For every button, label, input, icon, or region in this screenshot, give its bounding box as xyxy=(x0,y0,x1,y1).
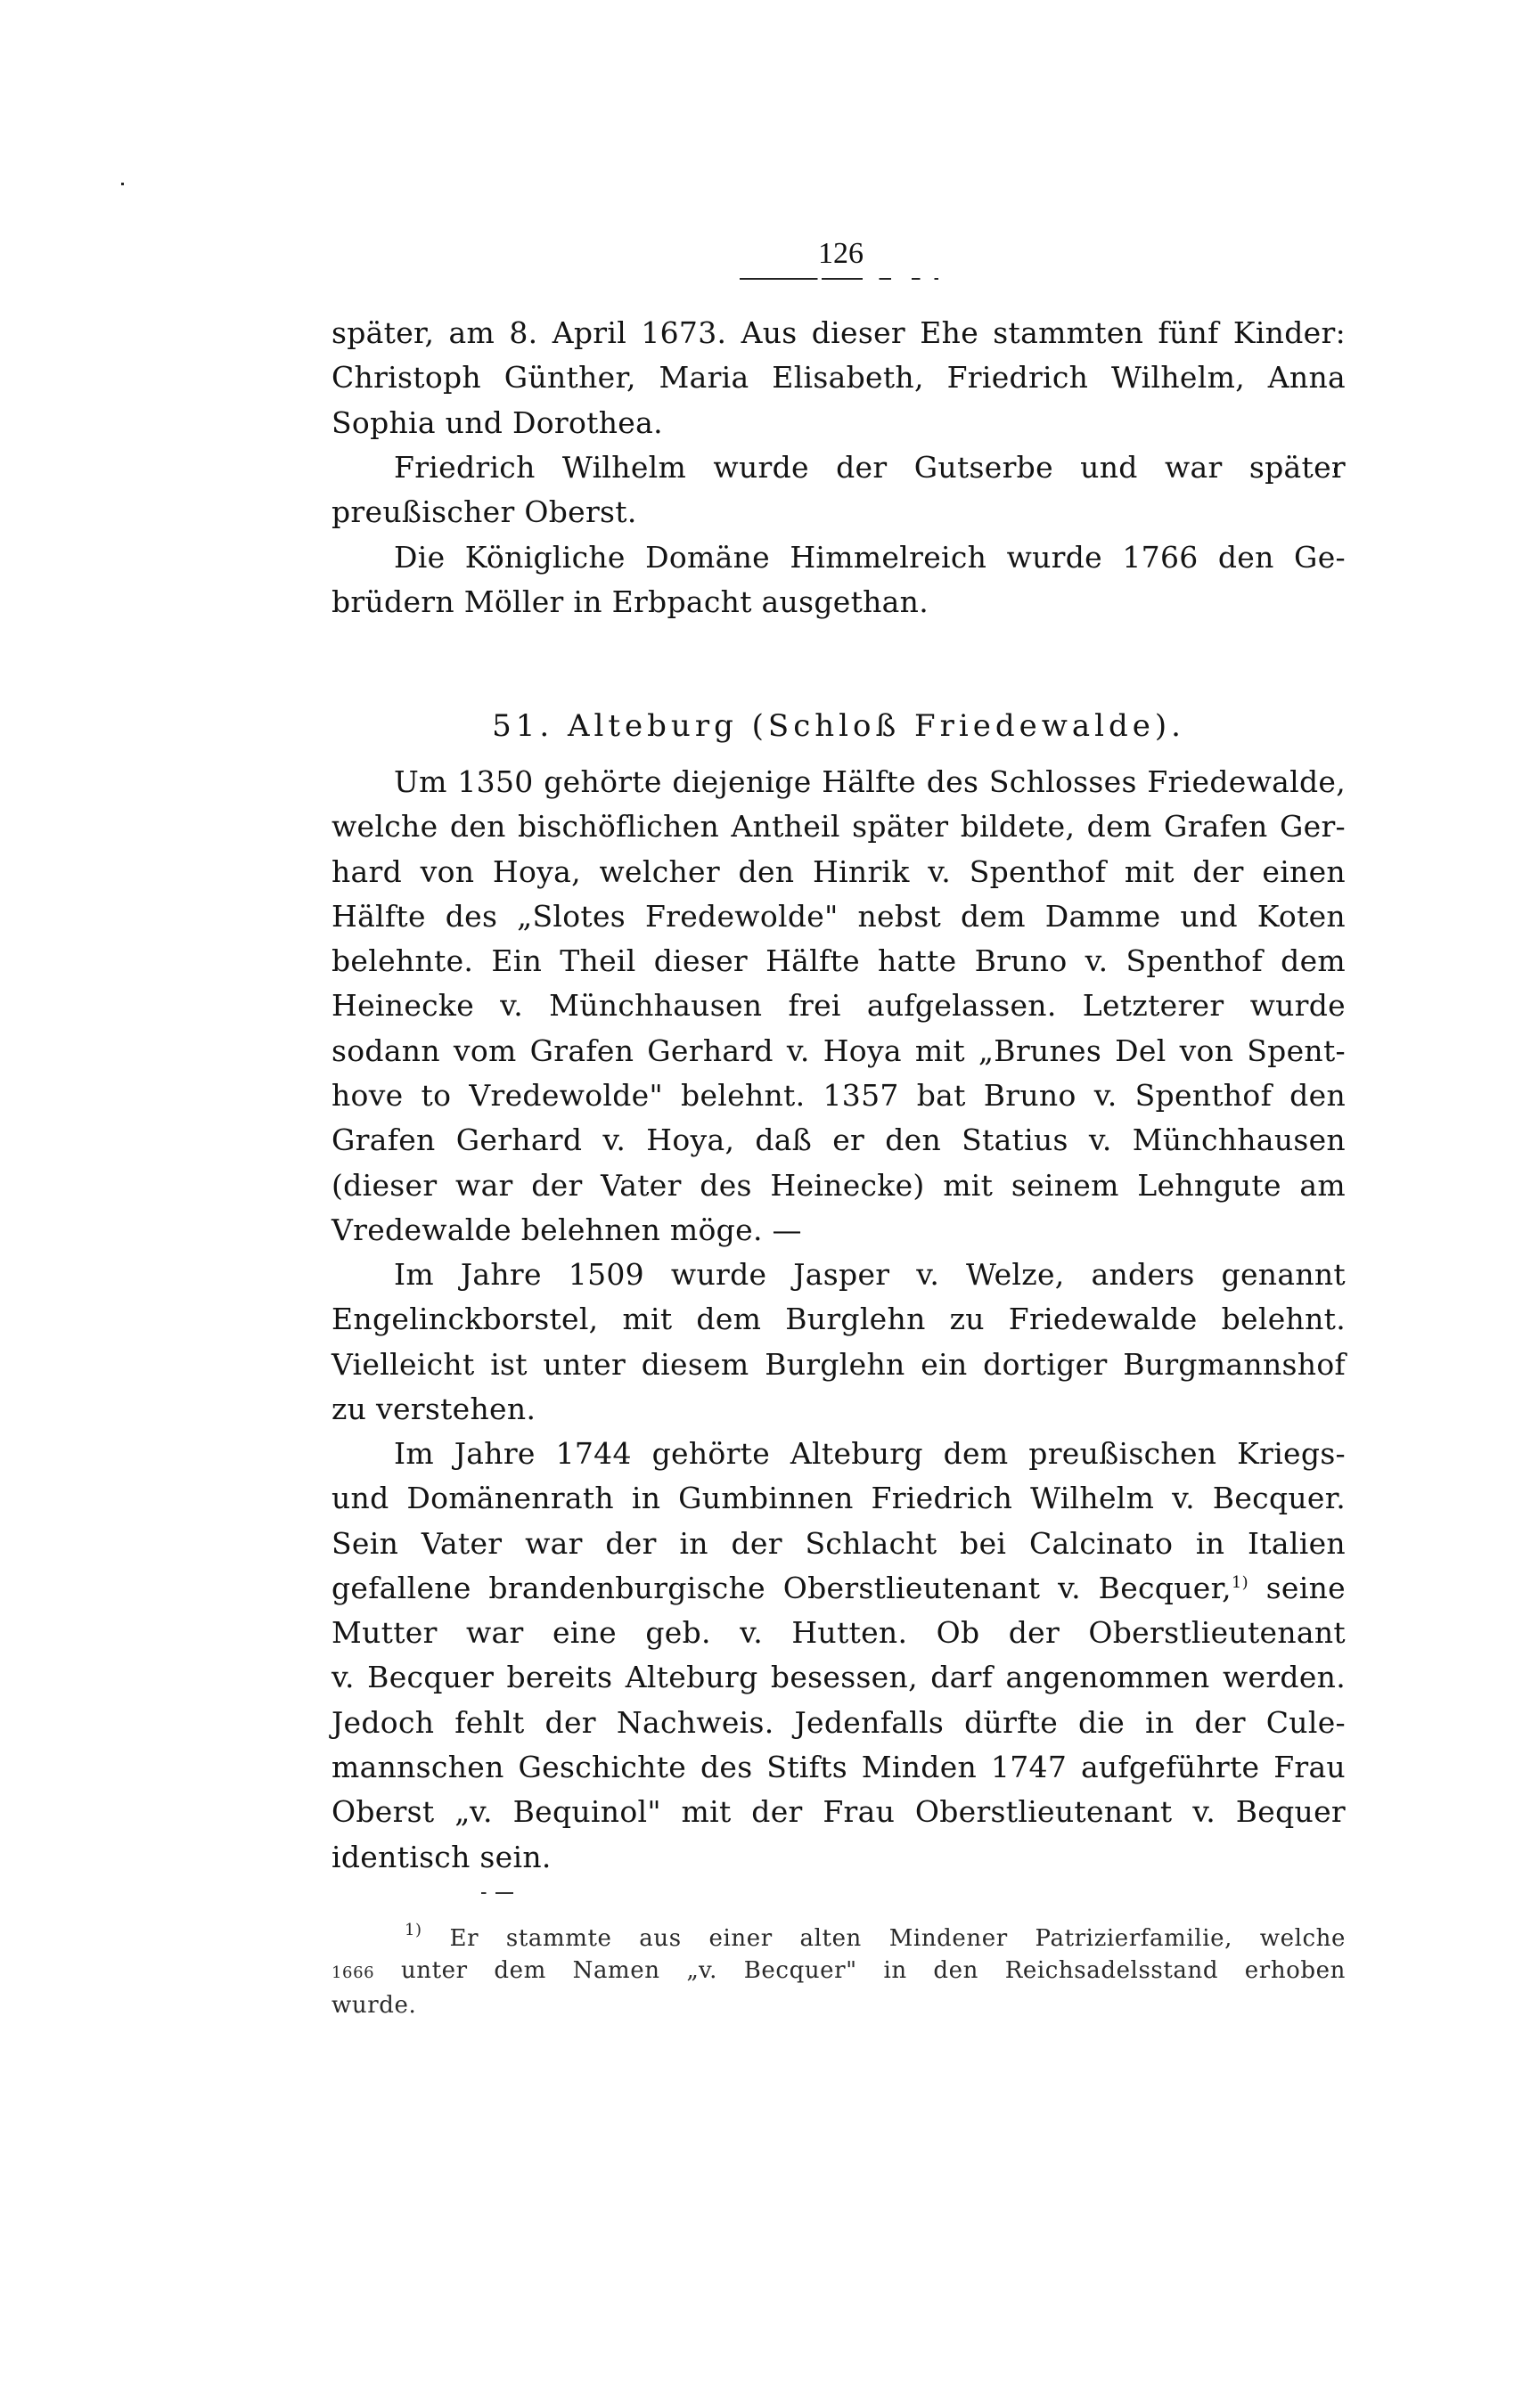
paragraph-1744 xyxy=(332,1432,1346,1880)
section-heading: 51. Alteburg (Schloß Friedewalde). xyxy=(492,708,1185,744)
text-line: (dieser war der Vater des Heinecke) mit seinem Lehngute am xyxy=(332,1167,1346,1203)
text-line: und Domänenrath in Gumbinnen Friedrich Wilhelm v. Becquer. xyxy=(332,1481,1346,1516)
footnote-reference[interactable]: 1) xyxy=(1231,1572,1248,1592)
text-fragment: unter dem Namen „v. Becquer" in den Reichsadelsstand erhoben xyxy=(400,1957,1346,1984)
text-line: Heinecke v. Münchhausen frei aufgelassen. Letzterer wurde xyxy=(332,988,1346,1024)
text-line: Jedoch fehlt der Nachweis. Jedenfalls dürfte die in der Cule- xyxy=(332,1704,1346,1740)
text-line: Hälfte des „Slotes Fredewolde" nebst dem Damme und Koten xyxy=(332,898,1346,934)
text-line: Mutter war eine geb. v. Hutten. Ob der Oberstlieutenant xyxy=(332,1615,1346,1651)
footnote-line: wurde. xyxy=(332,1992,417,2019)
text-fragment: seine xyxy=(1265,1570,1346,1605)
text-line: hove to Vredewolde" belehnt. 1357 bat Bruno v. Spenthof den xyxy=(332,1078,1346,1114)
text-line: identisch sein. xyxy=(332,1839,552,1874)
text-line: Im Jahre 1744 gehörte Alteburg dem preußischen Kriegs- xyxy=(394,1436,1346,1471)
header-rule xyxy=(740,278,945,280)
footnote xyxy=(332,1922,1346,2021)
paragraph-intro xyxy=(332,311,1346,445)
text-line: preußischer Oberst. xyxy=(332,494,637,530)
text-fragment: gefallene brandenburgische Oberstlieutenant v. Becquer, xyxy=(332,1570,1232,1605)
footnote-marker: 1) xyxy=(405,1921,422,1939)
text-line: Sein Vater war der in der Schlacht bei Calcinato in Italien xyxy=(332,1525,1346,1561)
text-line: Christoph Günther, Maria Elisabeth, Friedrich Wilhelm, Anna xyxy=(332,360,1346,396)
text-line: belehnte. Ein Theil dieser Hälfte hatte Bruno v. Spenthof dem xyxy=(332,943,1346,979)
page-header xyxy=(740,239,945,269)
text-line: Um 1350 gehörte diejenige Hälfte des Schlosses Friedewalde, xyxy=(394,764,1346,799)
footnote-separator xyxy=(481,1892,513,1894)
footnote-line xyxy=(332,1922,1346,1955)
text-fragment: Er stammte aus einer alten Mindener Patrizierfamilie, welche xyxy=(449,1925,1347,1952)
text-line: hard von Hoya, welcher den Hinrik v. Spenthof mit der einen xyxy=(332,853,1346,889)
scan-speck xyxy=(121,183,124,185)
footnote-line xyxy=(332,1955,1346,1989)
text-line: Vielleicht ist unter diesem Burglehn ein dortiger Burgmannshof xyxy=(332,1346,1346,1382)
text-line: Grafen Gerhard v. Hoya, daß er den Statius v. Münchhausen xyxy=(332,1122,1346,1158)
paragraph-1509 xyxy=(332,1253,1346,1432)
text-line: Die Königliche Domäne Himmelreich wurde 1766 den Ge- xyxy=(394,540,1346,575)
text-line: Vredewalde belehnen möge. — xyxy=(332,1212,802,1247)
paragraph-gutserbe xyxy=(332,445,1346,535)
text-line: zu verstehen. xyxy=(332,1391,536,1426)
text-line: Im Jahre 1509 wurde Jasper v. Welze, anders genannt xyxy=(394,1257,1346,1292)
text-line: Sophia und Dorothea. xyxy=(332,404,663,440)
text-line-with-footnote xyxy=(332,1566,1346,1611)
paragraph-domaene xyxy=(332,535,1346,625)
text-line: v. Becquer bereits Alteburg besessen, darf angenommen werden. xyxy=(332,1660,1346,1695)
text-line: Friedrich Wilhelm wurde der Gutserbe und war später xyxy=(394,450,1346,485)
footnote-year: 1666 xyxy=(332,1963,375,1982)
text-line: sodann vom Grafen Gerhard v. Hoya mit „Brunes Del von Spent- xyxy=(332,1033,1346,1068)
paragraph-1350 xyxy=(332,760,1346,1253)
text-line: brüdern Möller in Erbpacht ausgethan. xyxy=(332,584,929,620)
text-line: welche den bischöflichen Antheil später bildete, dem Grafen Ger- xyxy=(332,809,1346,845)
page-number: 126 xyxy=(818,237,864,270)
text-line: mannschen Geschichte des Stifts Minden 1747 aufgeführte Frau xyxy=(332,1750,1346,1785)
text-line: später, am 8. April 1673. Aus dieser Ehe stammten fünf Kinder: xyxy=(332,315,1346,350)
text-line: Oberst „v. Bequinol" mit der Frau Oberstlieutenant v. Bequer xyxy=(332,1794,1346,1830)
text-line: Engelinckborstel, mit dem Burglehn zu Friedewalde belehnt. xyxy=(332,1302,1346,1337)
